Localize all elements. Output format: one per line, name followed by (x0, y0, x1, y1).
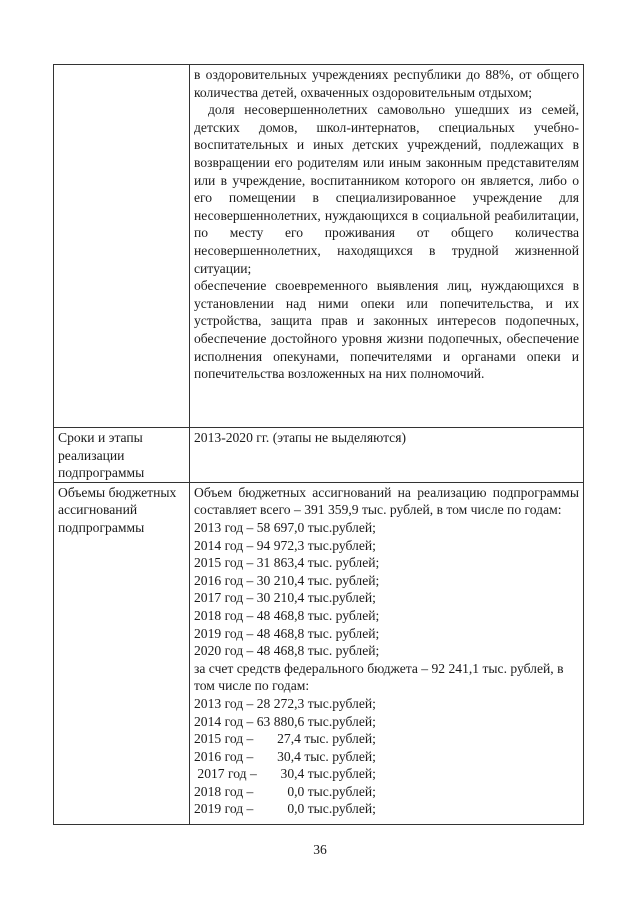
table-row (54, 482, 584, 824)
year-line: 2018 год – 48 468,8 тыс. рублей; (194, 607, 380, 623)
passport-table (53, 64, 584, 825)
year-line: 2015 год – 27,4 тыс. рублей; (194, 731, 376, 747)
table-row (54, 65, 584, 428)
row-content-cell: 2013-2020 гг. (этапы не выделяются) (190, 428, 584, 483)
paragraph: в оздоровительных учреждениях республики до 88%, от общего количества детей, охваченных оздоровительным отдыхом; (194, 67, 579, 100)
year-line: 2017 год – 30 210,4 тыс.рублей; (194, 590, 376, 606)
row-label-cell (54, 65, 190, 428)
paragraph: за счет средств федерального бюджета – 92 241,1 тыс. рублей, в том числе по годам: (194, 660, 564, 694)
year-line: 2019 год – 0,0 тыс.рублей; (194, 801, 376, 817)
row-content-cell (190, 482, 584, 824)
year-line: 2017 год – 30,4 тыс.рублей; (194, 766, 376, 782)
paragraph: доля несовершеннолетних самовольно ушедших из семей, детских домов, школ-интернатов, специальных учебно-воспитательных и иных детских учреждений, подлежащих в возвращении его родителям или иным законным представителям или в учреждение, воспитанником которого он является, либо о его помещении в специализированное учреждение для несовершеннолетних, нуждающихся в социальной реабилитации, по месту его проживания от общего количества несовершеннолетних, находящихся в трудной жизненной ситуации; (194, 102, 579, 276)
year-line: 2019 год – 48 468,8 тыс. рублей; (194, 625, 380, 641)
year-line: 2016 год – 30,4 тыс. рублей; (194, 748, 376, 764)
year-line: 2014 год – 63 880,6 тыс.рублей; (194, 713, 376, 729)
year-line: 2018 год – 0,0 тыс.рублей; (194, 783, 376, 799)
row-label-cell: Сроки и этапы реализации подпрограммы (54, 428, 190, 483)
year-line: 2015 год – 31 863,4 тыс. рублей; (194, 555, 380, 571)
row-content-cell (190, 65, 584, 428)
year-line: 2016 год – 30 210,4 тыс. рублей; (194, 572, 380, 588)
page-number: 36 (313, 842, 327, 857)
table-row (54, 428, 584, 483)
row-label-cell: Объемы бюджетных ассигнований подпрограммы (54, 482, 190, 824)
year-line: 2013 год – 28 272,3 тыс.рублей; (194, 695, 376, 711)
paragraph: обеспечение своевременного выявления лиц, нуждающихся в установлении над ними опеки или попечительства, и их устройства, защита прав и законных интересов подопечных, обеспечение достойного уровня жизни подопечных, обеспечение исполнения опекунами, попечителями и органами опеки и попечительства возложенных на них полномочий. (194, 278, 579, 382)
year-line: 2013 год – 58 697,0 тыс.рублей; (194, 519, 376, 535)
year-line: 2014 год – 94 972,3 тыс.рублей; (194, 537, 376, 553)
paragraph: Объем бюджетных ассигнований на реализацию подпрограммы составляет всего – 391 359,9 тыс. рублей, в том числе по годам: (194, 484, 579, 518)
year-line: 2020 год – 48 468,8 тыс. рублей; (194, 643, 380, 659)
